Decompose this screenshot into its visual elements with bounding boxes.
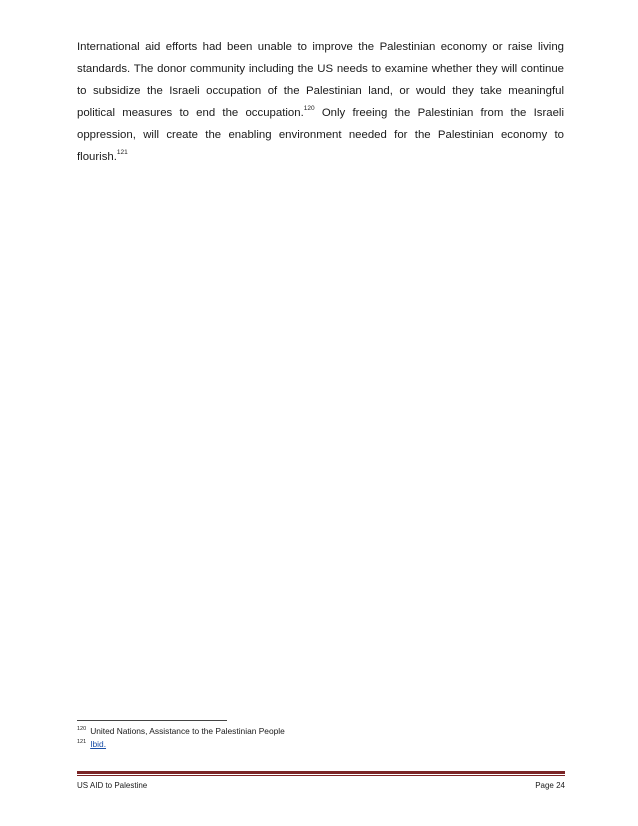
page-number: Page 24 — [535, 781, 565, 790]
footnote-separator — [77, 720, 227, 721]
body-paragraph — [77, 36, 564, 169]
paragraph-text: political measures to end the occupation. — [77, 107, 304, 120]
footer-title: US AID to Palestine — [77, 781, 148, 790]
footer-rule-thin — [77, 775, 565, 776]
footnote-text: United Nations, Assistance to the Palestinian People — [90, 726, 285, 736]
paragraph-line: International aid efforts had been unable to improve the Palestinian economy or raise living — [77, 41, 564, 53]
paragraph-line — [77, 146, 564, 168]
paragraph-line: to subsidize the Israeli occupation of the Palestinian land, or would they take meaningful — [77, 85, 564, 98]
paragraph-text: Only freeing the Palestinian from the Israeli — [314, 107, 564, 120]
paragraph-line — [77, 102, 564, 124]
footnote-number: 120 — [77, 726, 87, 732]
footnote-reference[interactable]: 120 — [303, 105, 315, 113]
paragraph-line: oppression, will create the enabling environment needed for the Palestinian economy to — [77, 129, 564, 142]
footnote-number: 121 — [77, 739, 87, 745]
paragraph-text: flourish. — [77, 151, 117, 164]
footnote — [77, 725, 285, 738]
footer-rule — [77, 771, 565, 774]
footnote-link[interactable]: Ibid. — [90, 739, 107, 749]
footnote-reference[interactable]: 121 — [116, 149, 128, 157]
footnotes-section — [77, 725, 285, 751]
paragraph-line: standards. The donor community including the US needs to examine whether they will continue — [77, 63, 564, 76]
footnote — [77, 738, 285, 751]
